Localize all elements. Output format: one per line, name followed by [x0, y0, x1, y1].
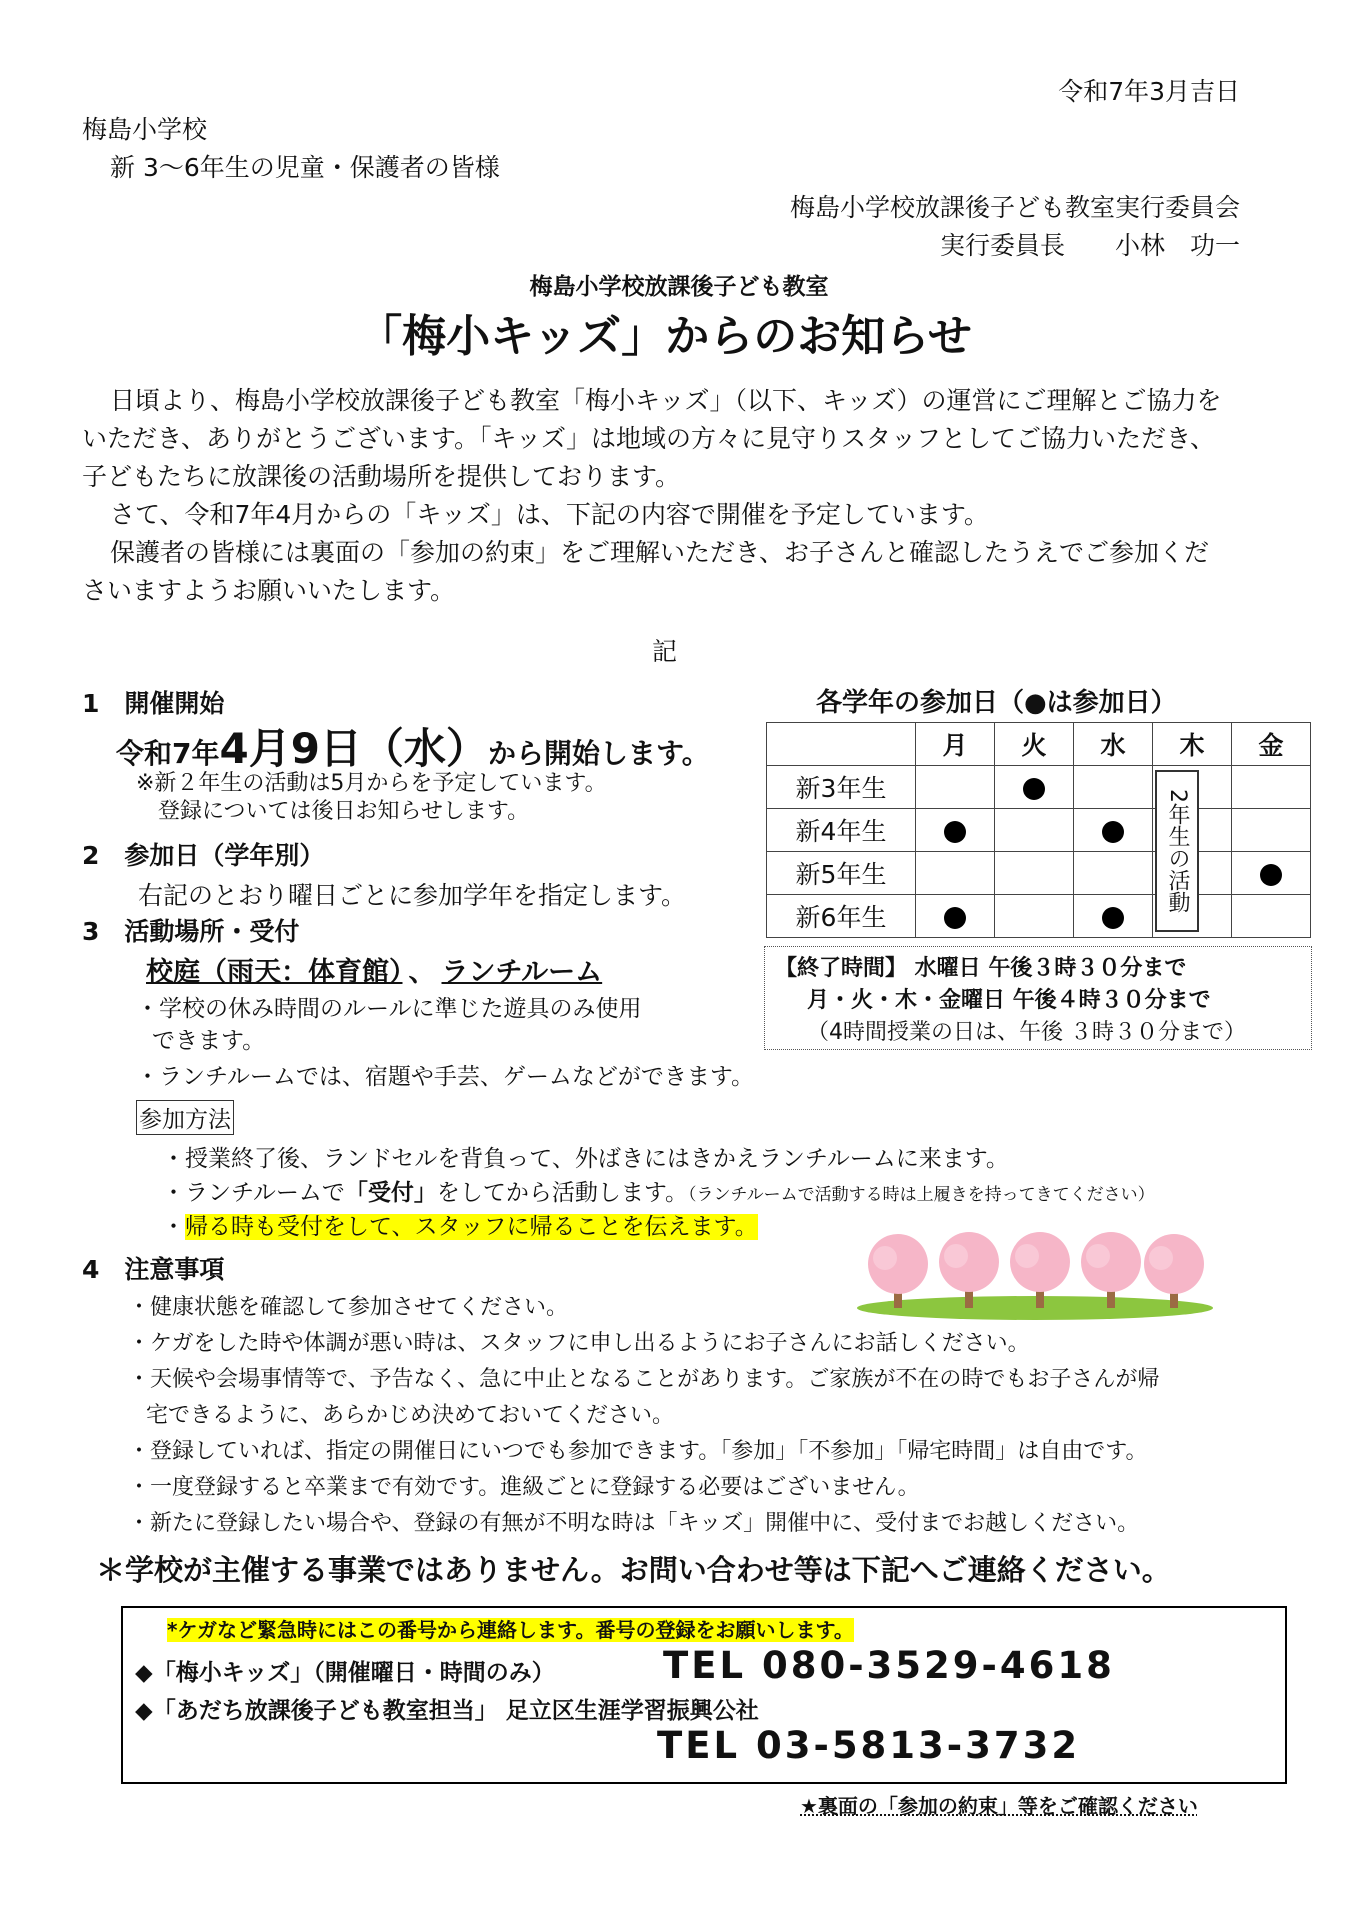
intro-paragraph — [82, 382, 1252, 610]
schedule-title: 各学年の参加日（●は参加日） — [816, 688, 1177, 718]
day-wed: 水 — [1074, 723, 1153, 766]
schedule-cell — [995, 895, 1074, 938]
section3-bullet1a: ・学校の休み時間のルールに準じた遊具のみ使用 — [136, 996, 642, 1022]
method-step1: ・授業終了後、ランドセルを背負って、外ばきにはきかえランチルームに来ます。 — [162, 1146, 1009, 1172]
grass — [857, 1296, 1213, 1320]
schedule-row — [767, 895, 1311, 938]
emergency-note — [167, 1614, 854, 1643]
sender-org: 梅島小学校放課後子ども教室実行委員会 — [789, 193, 1240, 222]
section3-bullet2: ・ランチルームでは、宿題や手芸、ゲームなどができます。 — [136, 1064, 755, 1090]
page-title: 「梅小キッズ」からのお知らせ — [358, 311, 972, 362]
day-fri: 金 — [1232, 723, 1311, 766]
section2-heading: 2 参加日（学年別） — [82, 841, 325, 870]
intro-line: いただき、ありがとうございます。「キッズ」は地域の方々に見守りスタッフとしてご協力いただき、 — [82, 424, 1216, 453]
place-lunchroom: ランチルーム — [441, 957, 603, 988]
place-schoolyard: 校庭（雨天：体育館） — [146, 957, 403, 988]
method-step2-note: （ランチルームで活動する時は上履きを持ってきてください） — [688, 1185, 1155, 1205]
caution-item: 宅できるように、あらかじめ決めておいてください。 — [146, 1403, 675, 1428]
schedule-cell — [916, 766, 995, 809]
schedule-cell — [1074, 766, 1153, 809]
schedule-row — [767, 766, 1311, 809]
intro-line: さいますようお願いいたします。 — [82, 576, 456, 605]
schedule-corner — [767, 723, 916, 766]
participation-dot — [1023, 778, 1045, 800]
issue-date: 令和7年3月吉日 — [1058, 77, 1240, 106]
schedule-cell — [995, 766, 1074, 809]
caution-item: ・健康状態を確認して参加させてください。 — [128, 1295, 569, 1320]
intro-line: 日頃より、梅島小学校放課後子ども教室「梅小キッズ」（以下、キッズ）の運営にご理解とご協力を — [110, 386, 1222, 415]
section1-note1: ※新２年生の活動は5月からを予定しています。 — [136, 771, 607, 796]
participation-dot — [944, 821, 966, 843]
start-date-prefix: 令和7年 — [116, 737, 220, 770]
start-date-suffix: から開始します。 — [487, 737, 710, 770]
schedule-cell — [916, 809, 995, 852]
end-time-line3: （4時間授業の日は、午後 ３時３０分まで） — [807, 1020, 1246, 1045]
section3-heading: 3 活動場所・受付 — [82, 917, 300, 946]
activity-places — [146, 950, 602, 989]
section3-bullet1b: できます。 — [152, 1028, 266, 1054]
schedule-cell — [995, 852, 1074, 895]
day-mon: 月 — [916, 723, 995, 766]
method-step3-dot: ・ — [162, 1214, 185, 1240]
schedule-cell — [1232, 895, 1311, 938]
end-time-box — [764, 946, 1312, 1050]
section4-heading: 4 注意事項 — [82, 1255, 225, 1284]
schedule-cell — [995, 809, 1074, 852]
schedule-cell — [1232, 852, 1311, 895]
ki-mark: 記 — [652, 637, 678, 666]
emergency-note-text: *ケガなど緊急時にはこの番号から連絡します。番号の登録をお願いします。 — [167, 1618, 854, 1642]
disclaimer: ＊学校が主催する事業ではありません。お問い合わせ等は下記へご連絡ください。 — [96, 1553, 1171, 1587]
method-step2-pre: ・ランチルームで — [162, 1180, 345, 1206]
participation-dot — [1260, 864, 1282, 886]
recipient-school: 梅島小学校 — [82, 115, 208, 144]
schedule-table — [766, 722, 1311, 938]
footer-note: ★裏面の「参加の約束」等をご確認ください — [800, 1794, 1198, 1818]
kids-phone: TEL 080-3529-4618 — [663, 1644, 1115, 1687]
place-separator: 、 — [408, 957, 436, 988]
adachi-phone: TEL 03-5813-3732 — [657, 1724, 1081, 1767]
caution-item: ・ケガをした時や体調が悪い時は、スタッフに申し出るようにお子さんにお話しください。 — [128, 1331, 1030, 1356]
method-step3-text: 帰る時も受付をして、スタッフに帰ることを伝えます。 — [185, 1214, 758, 1240]
thursday-note: 2年生の活動 — [1155, 770, 1199, 932]
grade-label: 新6年生 — [767, 895, 916, 938]
cherry-tree — [1144, 1234, 1204, 1308]
contact-box — [121, 1606, 1287, 1784]
caution-item: ・新たに登録したい場合や、登録の有無が不明な時は「キッズ」開催中に、受付までお越しください。 — [128, 1511, 1140, 1536]
intro-line: さて、令和7年4月からの「キッズ」は、下記の内容で開催を予定しています。 — [110, 500, 989, 529]
day-thu: 木 — [1153, 723, 1232, 766]
end-time-line1: 【終了時間】 水曜日 午後３時３０分まで — [775, 956, 1187, 981]
cherry-blossom-illustration — [855, 1228, 1215, 1320]
method-step2-post: をしてから活動します。 — [436, 1180, 689, 1206]
schedule-cell — [916, 895, 995, 938]
intro-line: 子どもたちに放課後の活動場所を提供しております。 — [82, 462, 681, 491]
schedule-cell — [1074, 852, 1153, 895]
section1-note2: 登録については後日お知らせします。 — [158, 799, 530, 824]
participation-dot — [944, 907, 966, 929]
section2-body: 右記のとおり曜日ごとに参加学年を指定します。 — [138, 881, 687, 910]
participation-dot — [1102, 821, 1124, 843]
schedule-cell — [1232, 766, 1311, 809]
recipient-group: 新 3～6年生の児童・保護者の皆様 — [110, 153, 500, 182]
schedule-row — [767, 809, 1311, 852]
grade-label: 新3年生 — [767, 766, 916, 809]
page-subtitle: 梅島小学校放課後子ども教室 — [529, 274, 829, 300]
end-time-line2: 月・火・木・金曜日 午後４時３０分まで — [807, 988, 1211, 1013]
method-step3 — [162, 1208, 758, 1241]
method-step2 — [162, 1174, 1155, 1207]
adachi-contact-label: ◆「あだち放課後子ども教室担当」 足立区生涯学習振興公社 — [135, 1698, 759, 1724]
intro-line: 保護者の皆様には裏面の「参加の約束」をご理解いただき、お子さんと確認したうえでご参加くだ — [110, 538, 1210, 567]
section1-heading: 1 開催開始 — [82, 689, 225, 718]
start-date-main: 4月9日（水） — [219, 724, 488, 773]
schedule-cell — [1232, 809, 1311, 852]
grade-label: 新5年生 — [767, 852, 916, 895]
schedule-cell — [916, 852, 995, 895]
caution-item: ・一度登録すると卒業まで有効です。進級ごとに登録する必要はございません。 — [128, 1475, 920, 1500]
method-label: 参加方法 — [136, 1100, 234, 1135]
caution-item: ・登録していれば、指定の開催日にいつでも参加できます。「参加」「不参加」「帰宅時間」は自由です。 — [128, 1439, 1148, 1464]
method-step2-bold: 「受付」 — [344, 1180, 437, 1206]
schedule-cell — [1074, 895, 1153, 938]
day-tue: 火 — [995, 723, 1074, 766]
grade-label: 新4年生 — [767, 809, 916, 852]
schedule-row — [767, 852, 1311, 895]
schedule-cell — [1074, 809, 1153, 852]
cherry-tree — [868, 1234, 928, 1308]
sender-name: 実行委員長 小林 功一 — [939, 231, 1240, 260]
caution-item: ・天候や会場事情等で、予告なく、急に中止となることがあります。ご家族が不在の時でもお子さんが帰 — [128, 1367, 1160, 1392]
participation-dot — [1102, 907, 1124, 929]
kids-contact-label: ◆「梅小キッズ」（開催曜日・時間のみ） — [135, 1660, 555, 1686]
schedule-header-row — [767, 723, 1311, 766]
